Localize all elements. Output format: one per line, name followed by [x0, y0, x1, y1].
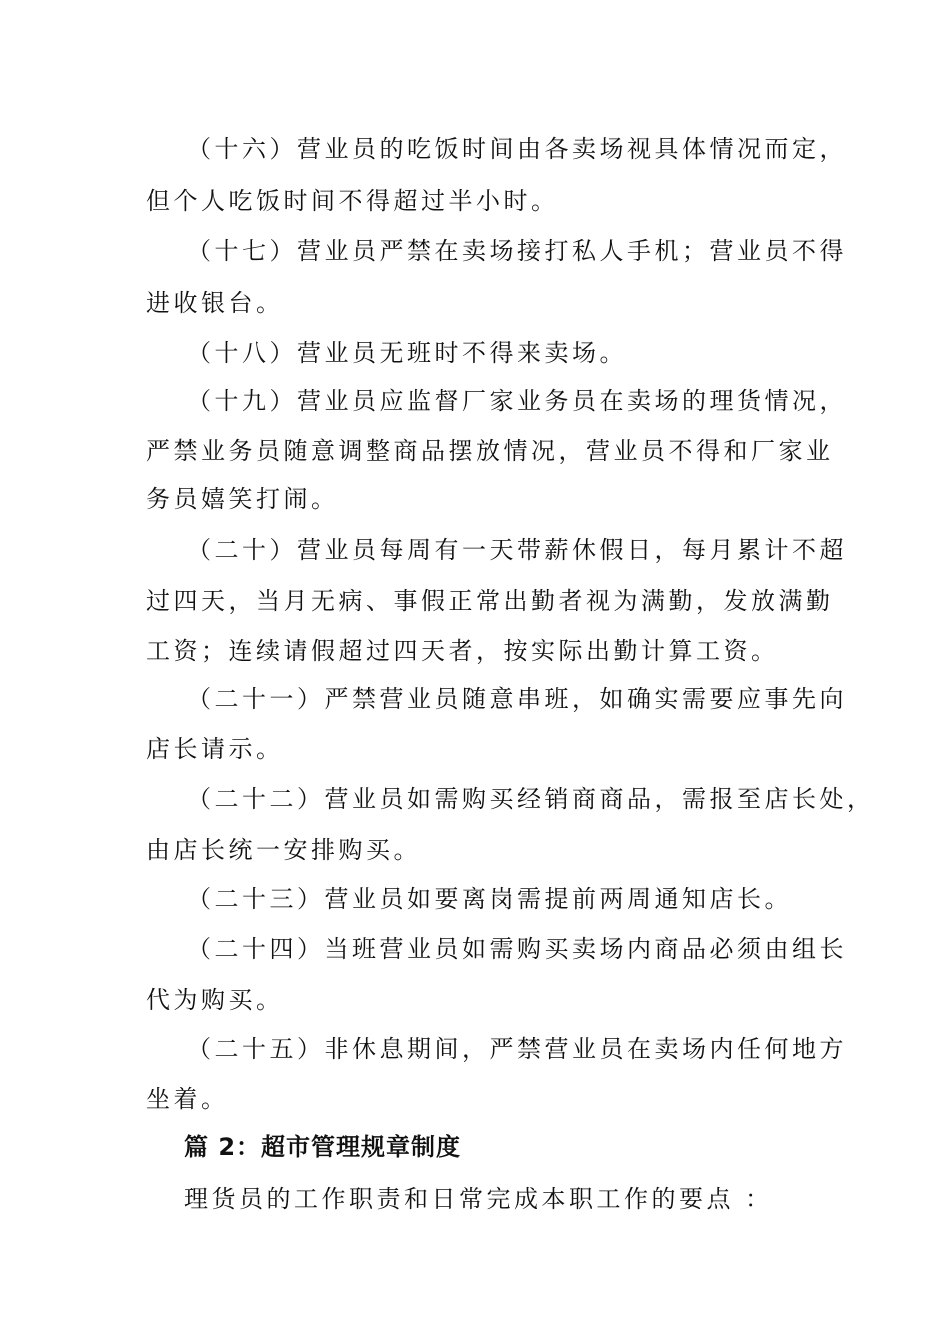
clause-24-line-2: 代为购买。 [146, 986, 284, 1014]
section-intro: 理货员的工作职责和日常完成本职工作的要点 ： [184, 1185, 773, 1213]
clause-22-line-2: 由店长统一安排购买。 [146, 836, 421, 864]
clause-19-line-2: 严禁业务员随意调整商品摆放情况，营业员不得和厂家业 [146, 437, 834, 465]
clause-17-line-2: 进收银台。 [146, 289, 284, 317]
clause-19-line-3: 务员嬉笑打闹。 [146, 485, 339, 513]
clause-25-line-1: （二十五）非休息期间，严禁营业员在卖场内任何地方 [187, 1035, 847, 1063]
clause-21-line-2: 店长请示。 [146, 735, 284, 763]
clause-24-line-1: （二十四）当班营业员如需购买卖场内商品必须由组长 [187, 935, 847, 963]
clause-17-line-1: （十七）营业员严禁在卖场接打私人手机；营业员不得 [187, 237, 847, 265]
clause-16-line-2: 但个人吃饭时间不得超过半小时。 [146, 187, 559, 215]
clause-19-line-1: （十九）营业员应监督厂家业务员在卖场的理货情况， [187, 387, 847, 415]
clause-22-line-1: （二十二）营业员如需购买经销商商品，需报至店长处， [187, 785, 875, 813]
clause-20-line-1: （二十）营业员每周有一天带薪休假日，每月累计不超 [187, 536, 847, 564]
clause-20-line-2: 过四天，当月无病、事假正常出勤者视为满勤，发放满勤 [146, 587, 834, 615]
clause-16-line-1: （十六）营业员的吃饭时间由各卖场视具体情况而定， [187, 135, 847, 163]
clause-23: （二十三）营业员如要离岗需提前两周通知店长。 [187, 885, 792, 913]
clause-21-line-1: （二十一）严禁营业员随意串班，如确实需要应事先向 [187, 685, 847, 713]
section-heading: 篇 2：超市管理规章制度 [184, 1133, 462, 1161]
clause-20-line-3: 工资；连续请假超过四天者，按实际出勤计算工资。 [146, 637, 779, 665]
clause-18: （十八）营业员无班时不得来卖场。 [187, 339, 627, 367]
clause-25-line-2: 坐着。 [146, 1085, 229, 1113]
